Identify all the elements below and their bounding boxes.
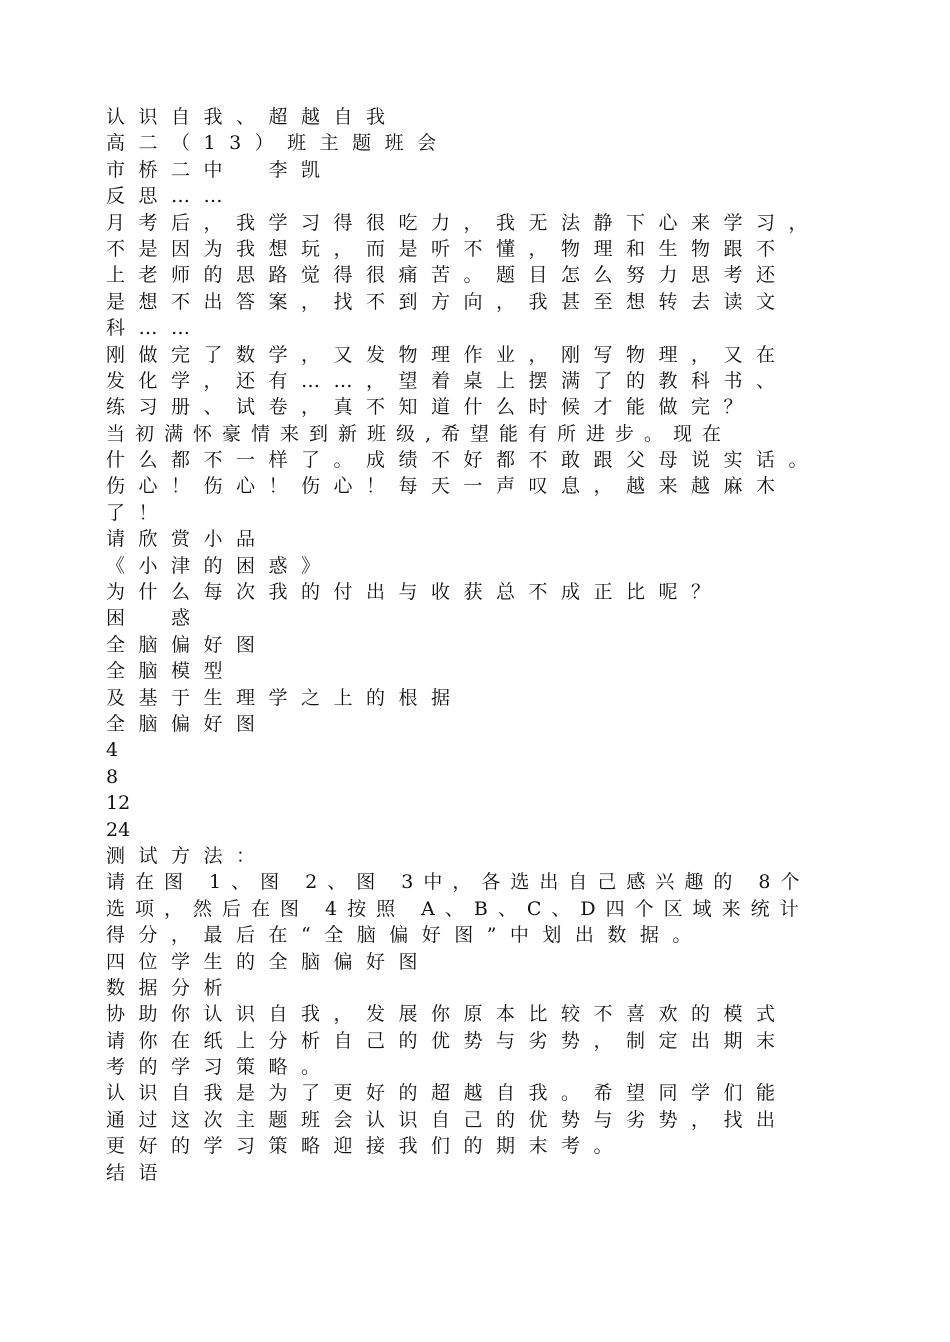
text-line: 月考后，我学习得很吃力，我无法静下心来学习， [106, 211, 822, 234]
text-line: 什么都不一样了。成绩不好都不敢跟父母说实话。 [106, 449, 822, 472]
section-heading: 及基于生理学之上的根据 [106, 686, 464, 709]
section-heading: 数据分析 [106, 976, 237, 999]
text-line: 刚做完了数学，又发物理作业，刚写物理，又在 [106, 343, 789, 366]
section-heading: 困 惑 [106, 607, 204, 630]
document-subtitle: 高二（13）班主题班会 [106, 132, 450, 155]
text-line: 不是因为我想玩，而是听不懂，物理和生物跟不 [106, 237, 789, 260]
number-line: 4 [106, 739, 119, 762]
text-line: 上老师的思路觉得很痛苦。题目怎么努力思考还 [106, 264, 789, 287]
section-heading: 全脑模型 [106, 660, 237, 683]
text-line: 得分，最后在“全脑偏好图”中划出数据。 [106, 924, 705, 947]
section-heading: 全脑偏好图 [106, 633, 269, 656]
section-heading: 全脑偏好图 [106, 712, 269, 735]
number-line: 8 [106, 765, 119, 788]
document-body [106, 104, 866, 1186]
text-line: 为什么每次我的付出与收获总不成正比呢？ [106, 581, 724, 604]
text-line: 请在图 1、图 2、图 3中，各选出自己感兴趣的 8个 [106, 871, 810, 894]
section-heading: 《小津的困惑》 [106, 554, 334, 577]
text-line: 是想不出答案，找不到方向，我甚至想转去读文 [106, 290, 789, 313]
section-heading: 请欣赏小品 [106, 528, 269, 551]
text-line: 了！ [106, 501, 172, 524]
author-line: 市桥二中 李凯 [106, 158, 334, 181]
text-line: 伤心！伤心！伤心！每天一声叹息，越来越麻木 [106, 475, 789, 498]
section-heading: 反思…… [106, 185, 237, 208]
section-heading: 四位学生的全脑偏好图 [106, 950, 432, 973]
text-line: 发化学，还有……，望着桌上摆满了的教科书、 [106, 369, 789, 392]
text-line: 请你在纸上分析自己的优势与劣势，制定出期末 [106, 1029, 789, 1052]
document-title: 认识自我、超越自我 [106, 106, 399, 128]
text-line: 认识自我是为了更好的超越自我。希望同学们能 [106, 1082, 789, 1105]
text-line: 通过这次主题班会认识自己的优势与劣势，找出 [106, 1108, 789, 1131]
text-line: 更好的学习策略迎接我们的期末考。 [106, 1135, 627, 1158]
text-line: 练习册、试卷，真不知道什么时候才能做完？ [106, 396, 757, 419]
text-line: 科…… [106, 317, 204, 340]
text-line: 当初满怀豪情来到新班级,希望能有所进步。现在 [106, 422, 732, 445]
text-line: 协助你认识自我，发展你原本比较不喜欢的模式 [106, 1003, 789, 1026]
text-line: 考的学习策略。 [106, 1056, 334, 1079]
text-line: 选项，然后在图 4按照 A、B、C、D四个区域来统计 [106, 897, 809, 920]
section-heading: 结语 [106, 1161, 172, 1184]
number-line: 24 [106, 818, 131, 841]
section-heading: 测试方法： [106, 844, 269, 867]
number-line: 12 [106, 792, 131, 815]
